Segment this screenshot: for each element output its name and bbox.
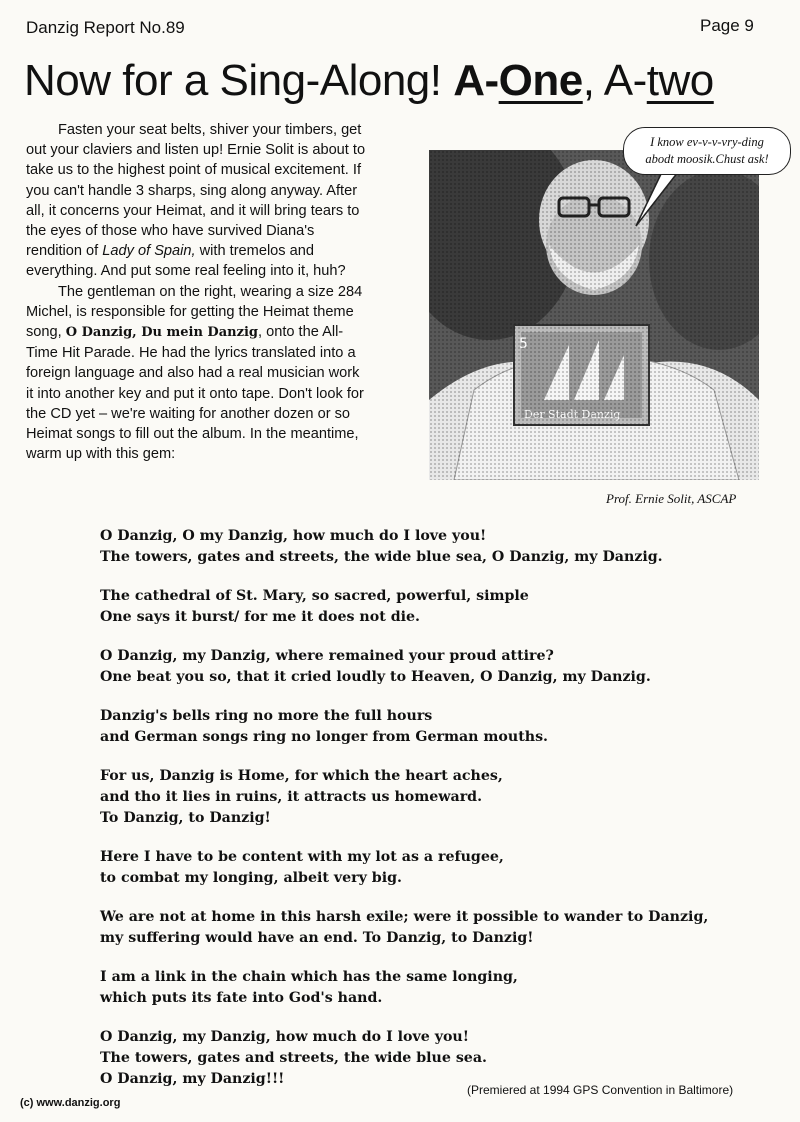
publication-title: Danzig Report No.89: [26, 18, 185, 37]
bubble-line-1: I know ev-v-v-vry-ding: [650, 135, 764, 149]
intro-text: [26, 120, 370, 464]
lyric-line: O Danzig, O my Danzig, how much do I love you!: [100, 528, 487, 544]
page-number: Page 9: [700, 16, 754, 35]
lyric-line: and German songs ring no longer from German mouths.: [100, 729, 548, 745]
speech-bubble-tail: [630, 170, 690, 230]
portrait-photo: [429, 150, 759, 480]
headline-part3: , A-: [582, 56, 647, 105]
stanza-gap: [100, 889, 760, 907]
lyric-line: my suffering would have an end. To Danzig, to Danzig!: [100, 930, 534, 946]
intro-p1-b: with tremelos and everything. And put some real feeling into it, huh?: [26, 243, 346, 280]
lyric-line: For us, Danzig is Home, for which the heart aches,: [100, 768, 503, 784]
stanza-gap: [100, 829, 760, 847]
intro-paragraph-2: [26, 282, 370, 465]
lyric-line: I am a link in the chain which has the same longing,: [100, 969, 518, 985]
lyric-stanza: [100, 646, 760, 688]
song-title: O Danzig, Du mein Danzig: [65, 325, 258, 341]
lyric-stanza: [100, 526, 760, 568]
stanza-gap: [100, 748, 760, 766]
stanza-gap: [100, 568, 760, 586]
lyric-line: One says it burst/ for me it does not die.: [100, 609, 420, 625]
stanza-gap: [100, 1009, 760, 1027]
lyric-line: and tho it lies in ruins, it attracts us homeward.: [100, 789, 483, 805]
headline-part4: two: [646, 56, 714, 105]
copyright-notice: (c) www.danzig.org: [20, 1097, 121, 1109]
lyric-line: which puts its fate into God's hand.: [100, 990, 383, 1006]
headline-part2b: One: [498, 56, 583, 105]
lyric-line: We are not at home in this harsh exile; were it possible to wander to Danzig,: [100, 909, 709, 925]
intro-p1-em: Lady of Spain,: [102, 243, 196, 260]
lyric-stanza: [100, 586, 760, 628]
lyric-stanza: [100, 907, 760, 949]
lyric-line: O Danzig, my Danzig, where remained your proud attire?: [100, 648, 554, 664]
bubble-line-2: abodt moosik.Chust ask!: [645, 152, 769, 166]
stanza-gap: [100, 628, 760, 646]
lyric-line: Here I have to be content with my lot as a refugee,: [100, 849, 504, 865]
lyric-line: O Danzig, my Danzig!!!: [100, 1071, 285, 1087]
stanza-gap: [100, 688, 760, 706]
headline-part1: Now for a Sing-Along!: [24, 56, 454, 105]
lyric-line: The cathedral of St. Mary, so sacred, powerful, simple: [100, 588, 529, 604]
speech-bubble: [623, 127, 791, 175]
stanza-gap: [100, 949, 760, 967]
photo-caption: Prof. Ernie Solit, ASCAP: [606, 491, 737, 506]
lyric-stanza: [100, 766, 760, 829]
intro-p2-a: The gentleman on the right, wearing a size 284 Michel, is responsible for getting the Heimat theme song,: [26, 283, 363, 341]
lyric-line: One beat you so, that it cried loudly to Heaven, O Danzig, my Danzig.: [100, 669, 651, 685]
headline: [24, 56, 714, 106]
lyric-stanza: [100, 706, 760, 748]
portrait-illustration: [429, 150, 759, 480]
intro-p2-b: , onto the All-Time Hit Parade. He had the lyrics translated into a foreign language and also had a real musician work it into another key and put it onto tape. Don't look for the CD yet – we're waiting for another dozen or so Heimat songs to fill out the album. In the meantime, warm up with this gem:: [26, 324, 364, 463]
lyric-line: Danzig's bells ring no more the full hours: [100, 708, 433, 724]
song-lyrics: [100, 526, 760, 1090]
premiere-note: (Premiered at 1994 GPS Convention in Baltimore): [467, 1083, 734, 1097]
lyric-line: The towers, gates and streets, the wide blue sea, O Danzig, my Danzig.: [100, 549, 663, 565]
lyric-line: O Danzig, my Danzig, how much do I love you!: [100, 1029, 469, 1045]
lyric-stanza: [100, 967, 760, 1009]
lyric-line: To Danzig, to Danzig!: [100, 810, 271, 826]
lyric-stanza: [100, 1027, 760, 1090]
intro-p1-a: Fasten your seat belts, shiver your timbers, get out your claviers and listen up! Ernie Solit is about to take us to the highest point of musical excitement. If you can't handle 3 sharps, sing along anyway. After all, it concerns your Heimat, and it will bring tears to the eyes of those who have survived Diana's rendition of: [26, 122, 366, 260]
headline-part2a: A-: [453, 56, 499, 105]
intro-paragraph-1: [26, 120, 370, 282]
lyric-stanza: [100, 847, 760, 889]
lyric-line: The towers, gates and streets, the wide blue sea.: [100, 1050, 487, 1066]
lyric-line: to combat my longing, albeit very big.: [100, 870, 402, 886]
